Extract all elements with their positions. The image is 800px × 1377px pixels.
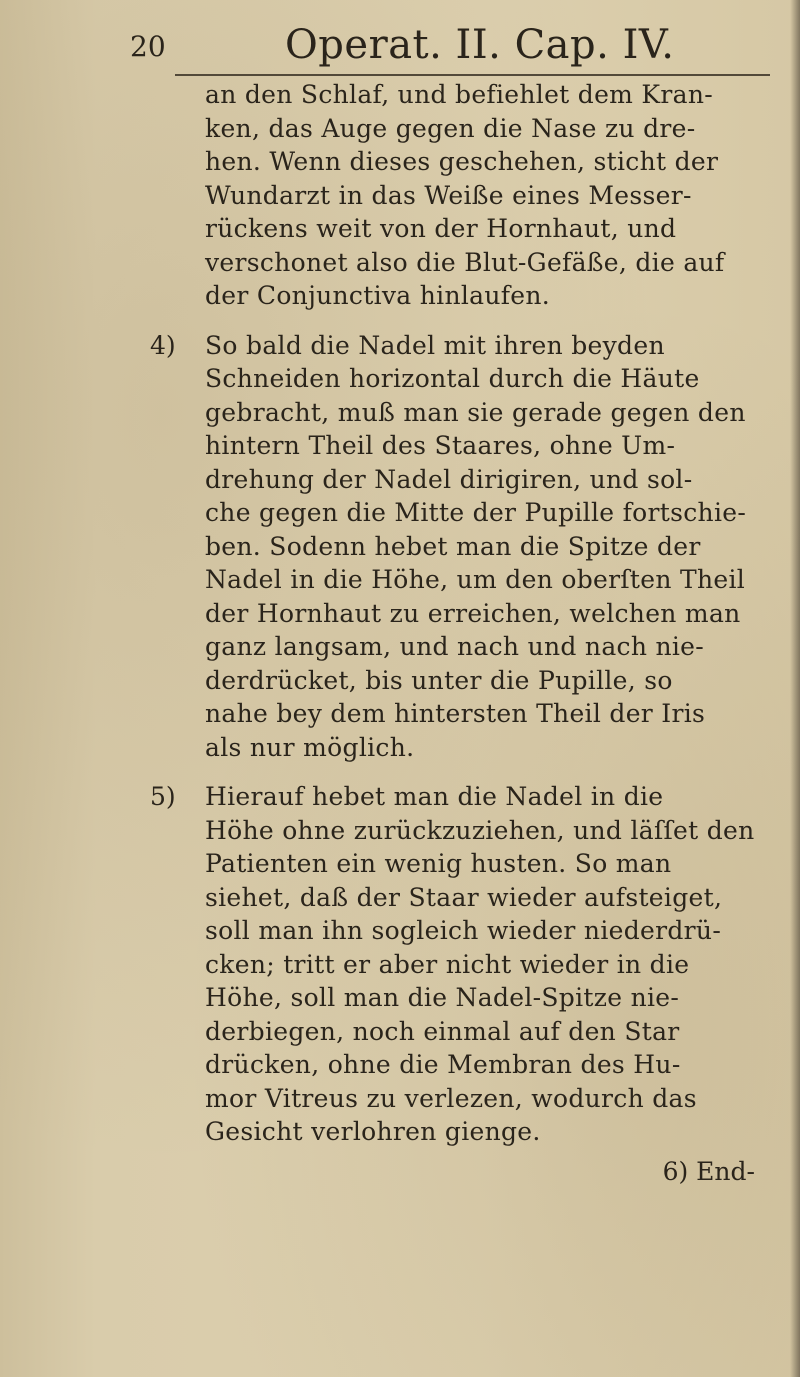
text-line: ken, das Auge gegen die Nase zu dre-	[205, 113, 696, 143]
text-line: siehet, daß der Staar wieder aufsteiget,	[205, 882, 723, 912]
text-line: cken; tritt er aber nicht wieder in die	[205, 949, 690, 979]
page-number: 20	[130, 30, 166, 63]
text-line: Höhe, soll man die Nadel-Spitze nie-	[205, 983, 680, 1012]
text-line: hintern Theil des Staares, ohne Um-	[205, 431, 676, 460]
text-line: gebracht, muß man sie gerade gegen den	[205, 397, 746, 427]
paragraph-marker: 4)	[150, 330, 176, 360]
text-line: nahe bey dem hintersten Theil der Iris	[205, 699, 706, 728]
text-line: rückens weit von der Hornhaut, und	[205, 214, 677, 243]
text-line: ganz langsam, und nach und nach nie-	[205, 632, 705, 661]
text-line: derbiegen, noch einmal auf den Star	[205, 1016, 680, 1046]
text-line: Gesicht verlohren gienge.	[205, 1117, 541, 1146]
text-line: der Conjunctiva hinlaufen.	[205, 281, 551, 310]
catchword: 6) End-	[662, 1156, 755, 1186]
text-line: drücken, ohne die Membran des Hu-	[205, 1050, 681, 1079]
text-line: der Hornhaut zu erreichen, welchen man	[205, 598, 741, 628]
running-head: Operat. II. Cap. IV.	[285, 22, 675, 68]
text-line: Nadel in die Höhe, um den oberſten Theil	[205, 565, 746, 594]
text-line: hen. Wenn dieses geschehen, sticht der	[205, 147, 719, 176]
header-rule	[175, 74, 770, 76]
text-line: mor Vitreus zu verlezen, wodurch das	[205, 1083, 697, 1113]
text-line: Patienten ein wenig husten. So man	[205, 849, 672, 878]
text-line: derdrücket, bis unter die Pupille, so	[205, 665, 673, 695]
text-line: drehung der Nadel dirigiren, und sol-	[205, 464, 693, 494]
text-line: als nur möglich.	[205, 732, 415, 762]
text-line: So bald die Nadel mit ihren beyden	[205, 330, 665, 360]
text-line: Höhe ohne zurückzuziehen, und läſſet den	[205, 815, 755, 845]
text-line: soll man ihn sogleich wieder niederdrü-	[205, 916, 722, 945]
text-line: che gegen die Mitte der Pupille fortschie-	[205, 498, 747, 527]
text-line: verschonet also die Blut-Gefäße, die auf	[205, 247, 725, 277]
text-line: Hierauf hebet man die Nadel in die	[205, 782, 664, 811]
text-line: Schneiden horizontal durch die Häute	[205, 364, 700, 393]
paragraph-marker: 5)	[150, 782, 176, 811]
text-line: an den Schlaf, und befiehlet dem Kran-	[205, 80, 713, 109]
text-line: ben. Sodenn hebet man die Spitze der	[205, 531, 701, 561]
text-line: Wundarzt in das Weiße eines Messer-	[205, 180, 692, 210]
